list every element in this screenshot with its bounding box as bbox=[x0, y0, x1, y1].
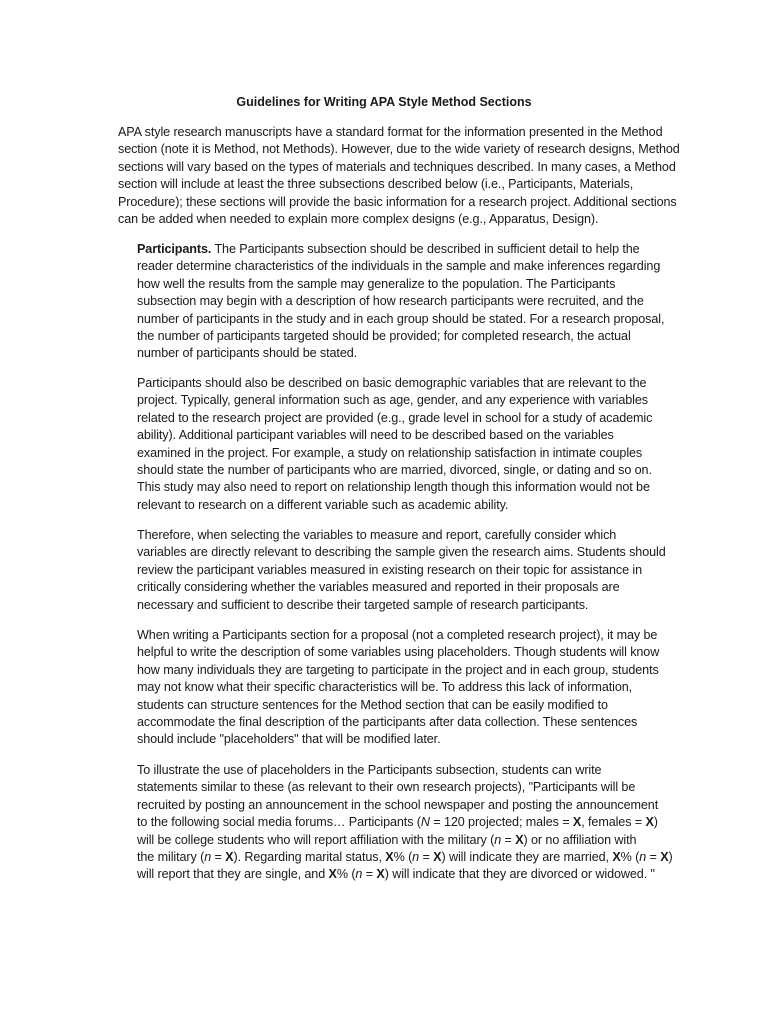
stat-symbol: n bbox=[639, 850, 647, 865]
placeholder-x: X bbox=[660, 850, 669, 865]
paragraph-line: review the participant variables measured in existing research on their topic for assistance in bbox=[137, 562, 642, 577]
text-run: ) will indicate they are married, bbox=[441, 850, 613, 865]
text-run: ) bbox=[668, 850, 673, 865]
text-run: = 120 projected; males = bbox=[429, 815, 573, 830]
text-run: the military ( bbox=[137, 850, 205, 865]
participants-heading: Participants. bbox=[137, 242, 212, 256]
paragraph-line: related to the research project are provided (e.g., grade level in school for a study of academic bbox=[137, 410, 653, 425]
text-run: % ( bbox=[620, 850, 640, 865]
text-run: = bbox=[419, 850, 434, 865]
text-run: ) will indicate that they are divorced or widowed. " bbox=[384, 867, 655, 882]
paragraph-line: accommodate the final description of the participants after data collection. These sentences bbox=[137, 715, 638, 730]
paragraph-line: To illustrate the use of placeholders in the Participants subsection, students can write bbox=[137, 763, 602, 777]
paragraph-line: Therefore, when selecting the variables to measure and report, carefully consider which bbox=[137, 528, 617, 542]
text-run: to the following social media forums… Participants ( bbox=[137, 815, 421, 830]
placeholder-x: X bbox=[385, 850, 394, 865]
text-run: = bbox=[211, 850, 226, 865]
intro-line: section will include at least the three subsections described below (i.e., Participants, Materials, bbox=[118, 177, 634, 192]
paragraph-line: necessary and sufficient to describe their targeted sample of research participants. bbox=[137, 597, 589, 612]
paragraph-line bbox=[137, 832, 685, 849]
paragraph-line bbox=[137, 241, 685, 258]
intro-line: can be added when needed to explain more complex designs (e.g., Apparatus, Design). bbox=[118, 212, 599, 227]
paragraph-line: relevant to research on a different variable such as academic ability. bbox=[137, 497, 509, 512]
paragraph-line: helpful to write the description of some variables using placeholders. Though students will know bbox=[137, 645, 660, 660]
paragraph-line: how many individuals they are targeting to participate in the project and in each group, students bbox=[137, 662, 659, 677]
stat-symbol: n bbox=[494, 832, 502, 847]
paragraph-line: reader determine characteristics of the individuals in the sample and make inferences regarding bbox=[137, 259, 661, 274]
participants-paragraph-3 bbox=[137, 527, 685, 614]
paragraph-line bbox=[137, 866, 685, 883]
placeholder-x: X bbox=[328, 867, 337, 882]
paragraph-line: ability). Additional participant variables will need to be described based on the variables bbox=[137, 428, 614, 443]
paragraph-line: should state the number of participants who are married, divorced, single, or dating and so on. bbox=[137, 463, 652, 478]
stat-symbol: n bbox=[355, 867, 363, 882]
text-run: ). Regarding marital status, bbox=[233, 850, 386, 865]
paragraph-line bbox=[137, 849, 685, 866]
paragraph-line: critically considering whether the variables measured and reported in their proposals are bbox=[137, 580, 620, 595]
stat-symbol: n bbox=[204, 850, 212, 865]
participants-paragraph-1 bbox=[137, 241, 685, 363]
text-run: ) bbox=[653, 815, 658, 830]
paragraph-line: examined in the project. For example, a study on relationship satisfaction in intimate couples bbox=[137, 445, 643, 460]
paragraph-line bbox=[137, 814, 685, 831]
paragraph-line: When writing a Participants section for a proposal (not a completed research project), it may be bbox=[137, 628, 658, 642]
text-run: % ( bbox=[336, 867, 356, 882]
paragraph-line: the number of participants targeted should be provided; for completed research, the actual bbox=[137, 329, 631, 344]
placeholder-x: X bbox=[612, 850, 621, 865]
paragraph-line: may not know what their specific characteristics will be. To address this lack of information, bbox=[137, 680, 633, 695]
placeholder-x: X bbox=[433, 850, 442, 865]
paragraph-line: variables are directly relevant to describing the sample given the research aims. Students should bbox=[137, 545, 666, 560]
text-run: will report that they are single, and bbox=[137, 867, 329, 882]
paragraph-line: recruited by posting an announcement in the school newspaper and posting the announcement bbox=[137, 797, 659, 812]
document-title: Guidelines for Writing APA Style Method Sections bbox=[236, 95, 532, 109]
intro-line: sections will vary based on the types of materials and techniques described. In many cases, a Method bbox=[118, 159, 676, 174]
paragraph-line: how well the results from the sample may generalize to the population. The Participants bbox=[137, 276, 616, 291]
paragraph-text: The Participants subsection should be described in sufficient detail to help the bbox=[211, 242, 640, 256]
intro-line: APA style research manuscripts have a standard format for the information presented in the Method bbox=[118, 125, 663, 139]
text-run: ) or no affiliation with bbox=[523, 832, 637, 847]
intro-paragraph bbox=[118, 124, 680, 228]
paragraph-line: Participants should also be described on basic demographic variables that are relevant to the bbox=[137, 376, 647, 390]
participants-paragraph-5 bbox=[137, 762, 685, 884]
text-run: , females = bbox=[581, 815, 646, 830]
placeholder-x: X bbox=[225, 850, 234, 865]
text-run: = bbox=[501, 832, 516, 847]
text-run: % ( bbox=[393, 850, 413, 865]
intro-line: section (note it is Method, not Methods). However, due to the wide variety of research designs, Method bbox=[118, 142, 680, 157]
stat-symbol: n bbox=[412, 850, 420, 865]
paragraph-line: number of participants should be stated. bbox=[137, 346, 358, 361]
paragraph-line: subsection may begin with a description of how research participants were recruited, and the bbox=[137, 294, 644, 309]
text-run: = bbox=[646, 850, 661, 865]
participants-paragraph-2 bbox=[137, 375, 685, 514]
placeholder-x: X bbox=[572, 815, 582, 830]
placeholder-x: X bbox=[645, 815, 654, 830]
stat-symbol: N bbox=[420, 815, 430, 830]
paragraph-line: students can structure sentences for the Method section that can be easily modified to bbox=[137, 697, 608, 712]
paragraph-line: statements similar to these (as relevant to their own research projects), "Participants will be bbox=[137, 780, 636, 795]
text-run: will be college students who will report affiliation with the military ( bbox=[137, 832, 495, 847]
paragraph-line: This study may also need to report on relationship length though this information would not be bbox=[137, 480, 650, 495]
placeholder-x: X bbox=[515, 832, 524, 847]
intro-line: Procedure); these sections will provide the basic information for a research project. Additional sections bbox=[118, 194, 677, 209]
paragraph-line: number of participants in the study and in each group should be stated. For a research proposal, bbox=[137, 311, 665, 326]
text-run: = bbox=[362, 867, 377, 882]
paragraph-line: project. Typically, general information such as age, gender, and any experience with variables bbox=[137, 393, 648, 408]
placeholder-x: X bbox=[376, 867, 385, 882]
paragraph-line: should include "placeholders" that will be modified later. bbox=[137, 732, 441, 747]
participants-paragraph-4 bbox=[137, 627, 685, 749]
